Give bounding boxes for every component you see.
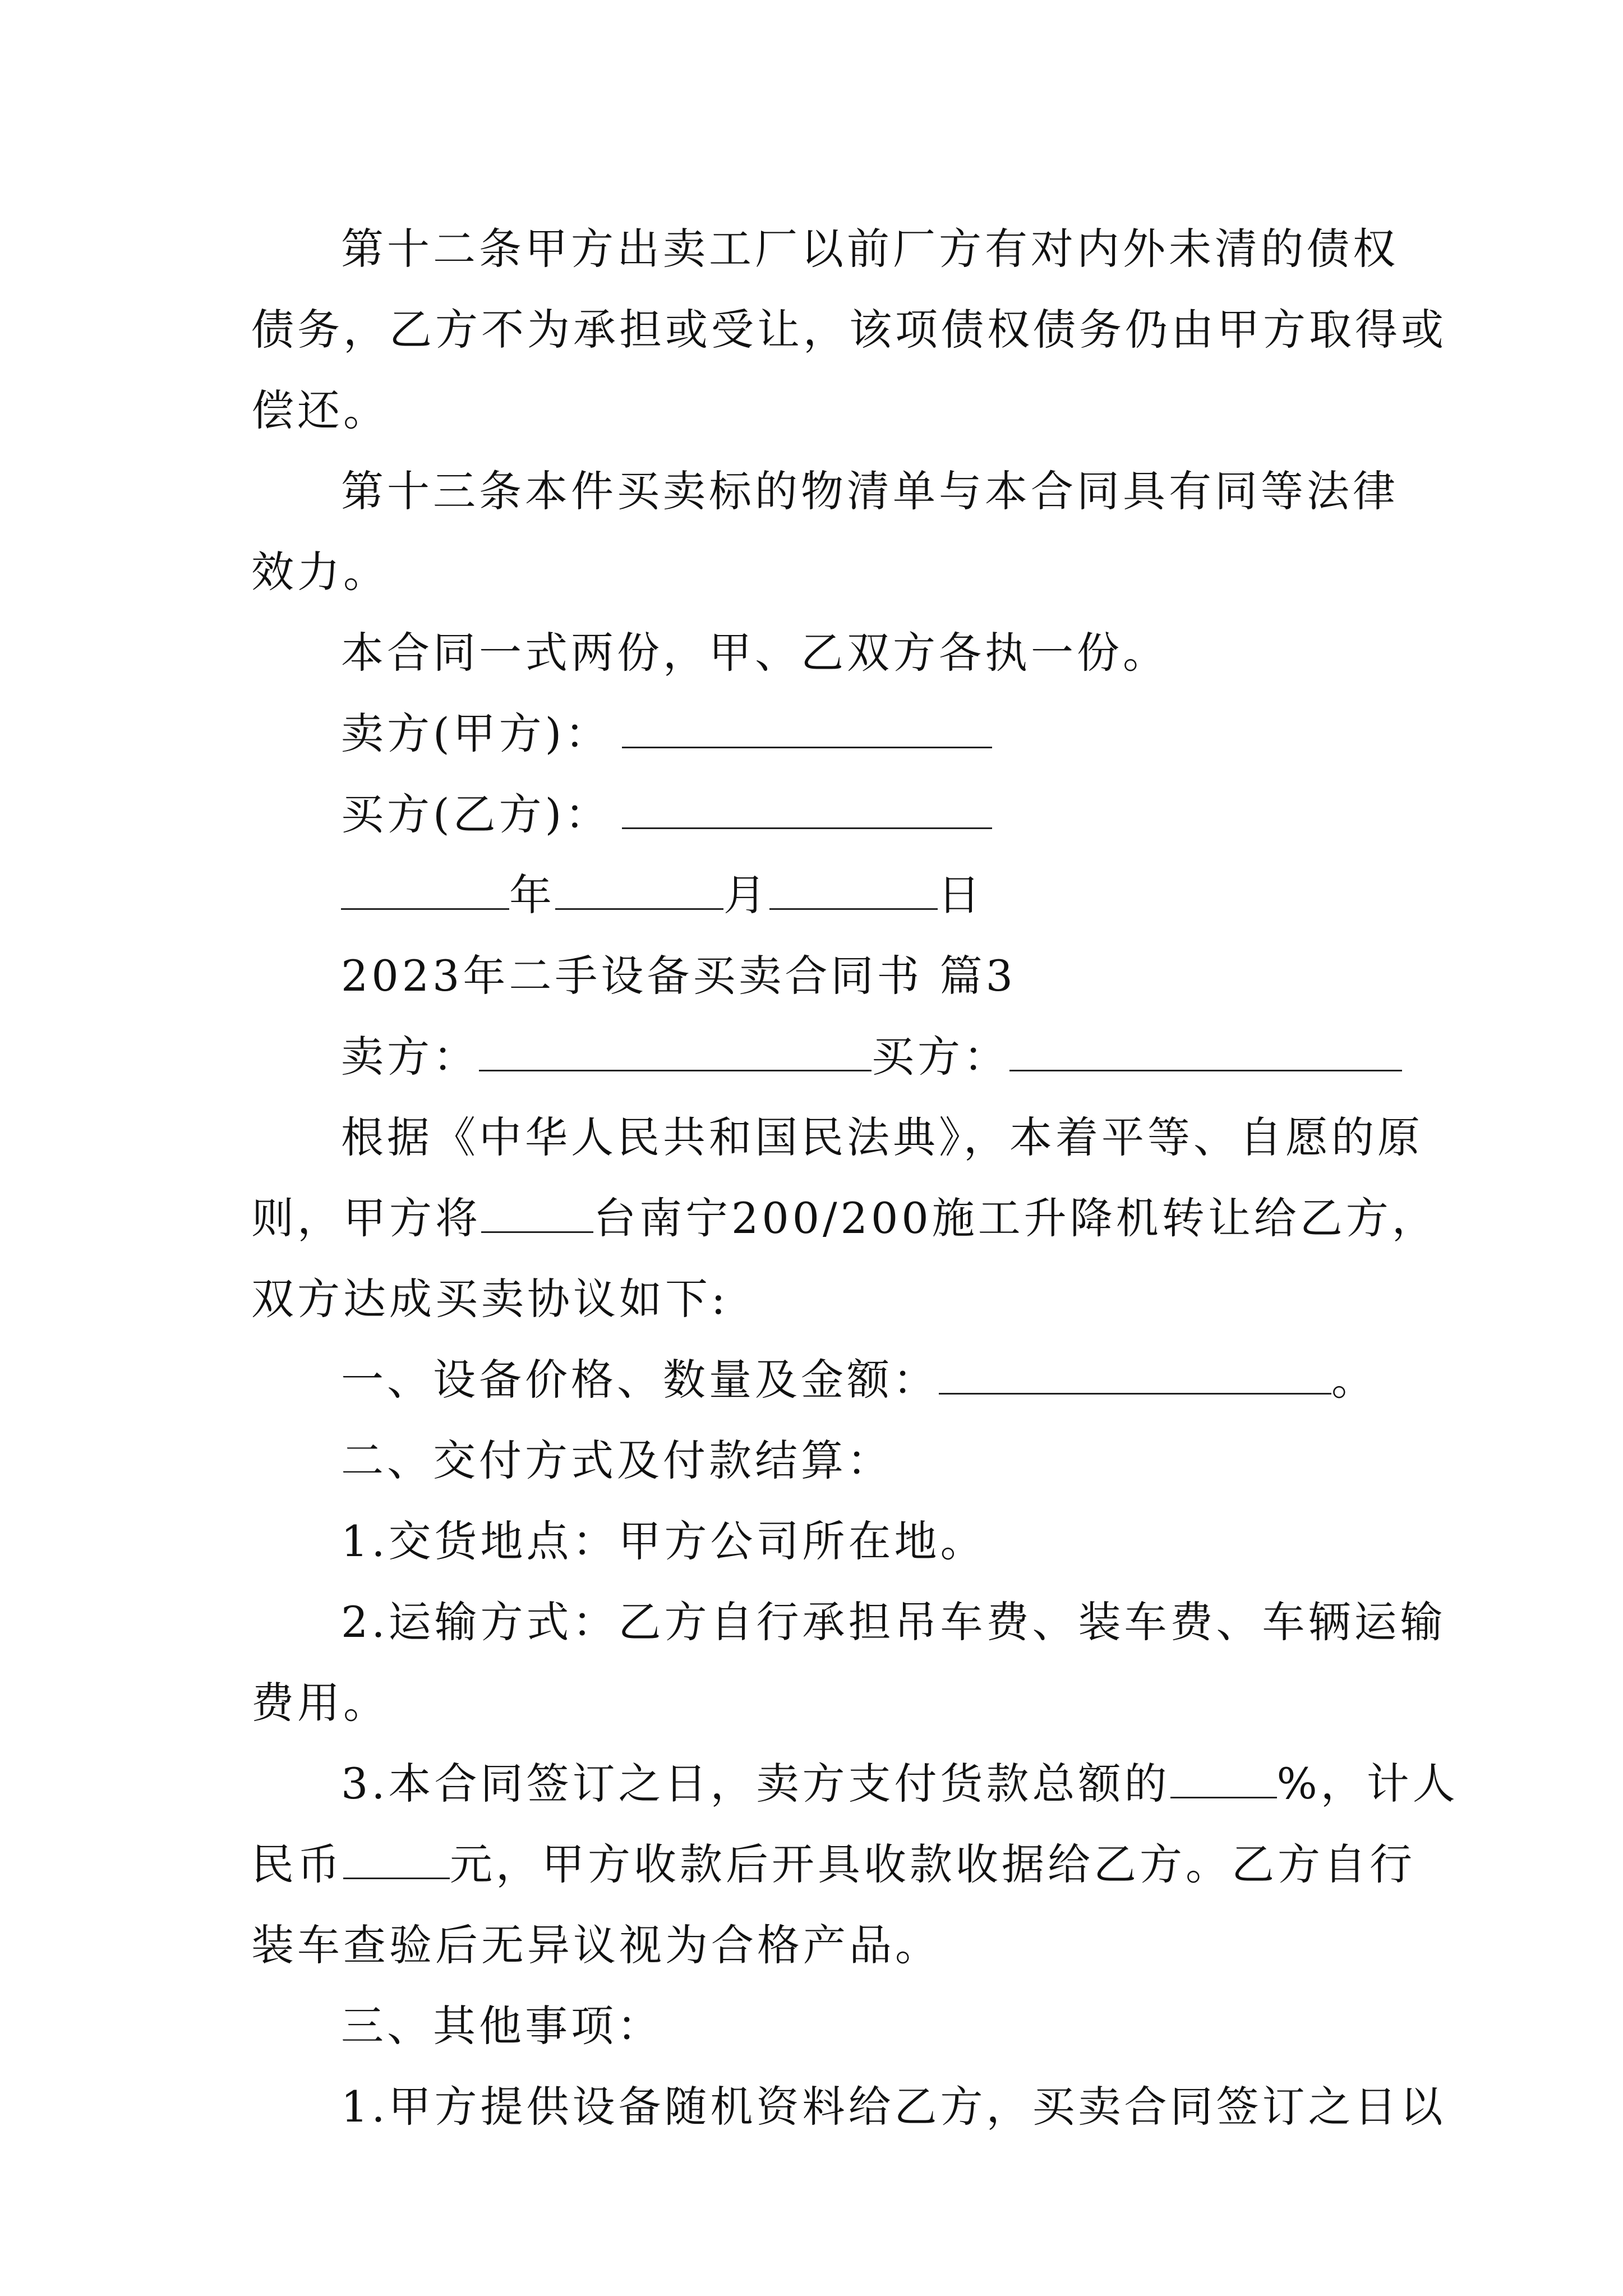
- copies-statement: 本合同一式两份，甲、乙双方各执一份。: [341, 628, 1169, 678]
- day-blank[interactable]: [769, 863, 938, 910]
- item-2-3-line-2-start: 民币: [251, 1839, 343, 1889]
- item-2-3-line-1: [251, 1743, 1459, 1824]
- year-label: 年: [509, 870, 555, 920]
- year-blank[interactable]: [341, 863, 509, 910]
- intro-line-2-end: 台南宁200/200施工升降机转让给乙方，: [593, 1193, 1438, 1243]
- item-2-2-line-1: 2.运输方式：乙方自行承担吊车费、装车费、车辆运输: [341, 1597, 1446, 1647]
- amount-blank[interactable]: [343, 1833, 450, 1879]
- intro-line-2: [251, 1178, 1438, 1259]
- percent-blank[interactable]: [1170, 1752, 1277, 1798]
- item-2-1: 1.交货地点：甲方公司所在地。: [341, 1516, 986, 1566]
- month-blank[interactable]: [555, 863, 723, 910]
- item-2-3-end: %，计人: [1276, 1759, 1459, 1809]
- price-blank[interactable]: [939, 1348, 1331, 1395]
- seller-signature-label: 卖方(甲方)：: [341, 708, 611, 758]
- seller-signature-blank[interactable]: [622, 702, 992, 748]
- day-label: 日: [938, 870, 984, 920]
- quantity-blank[interactable]: [481, 1186, 593, 1233]
- item-1-line: [251, 1340, 1386, 1420]
- item-3-heading: 三、其他事项：: [341, 2001, 663, 2051]
- item-2-3-line-2-end: 元，甲方收款后开具收款收据给乙方。乙方自行: [450, 1839, 1415, 1889]
- buyer-signature-blank[interactable]: [622, 783, 992, 829]
- clause-12-line-2: 债务，乙方不为承担或受让，该项债权债务仍由甲方取得或: [251, 305, 1447, 355]
- item-1-label: 一、设备价格、数量及金额：: [341, 1355, 939, 1405]
- seller-label: 卖方：: [341, 1032, 479, 1082]
- parties-line: [251, 1016, 1386, 1097]
- intro-line-1: 根据《中华人民共和国民法典》，本着平等、自愿的原: [341, 1112, 1423, 1162]
- buyer-signature-label: 买方(乙方)：: [341, 789, 611, 839]
- buyer-blank[interactable]: [1009, 1025, 1402, 1071]
- item-2-3-start: 3.本合同签订之日，卖方支付货款总额的: [341, 1759, 1170, 1809]
- clause-13-line-2: 效力。: [251, 547, 389, 597]
- intro-line-2-start: 则，甲方将: [251, 1193, 481, 1243]
- item-1-end: 。: [1331, 1355, 1377, 1405]
- item-3-1: 1.甲方提供设备随机资料给乙方，买卖合同签订之日以: [341, 2082, 1446, 2132]
- intro-line-3: 双方达成买卖协议如下:: [251, 1274, 729, 1324]
- contract-page: [251, 209, 1459, 2147]
- buyer-label: 买方：: [872, 1032, 1009, 1082]
- seller-signature-line: [251, 693, 1386, 774]
- item-2-3-line-3: 装车查验后无异议视为合格产品。: [251, 1920, 941, 1970]
- item-2-3-line-2: [251, 1824, 1415, 1905]
- date-line: [251, 855, 1386, 936]
- item-2-heading: 二、交付方式及付款结算：: [341, 1435, 893, 1485]
- seller-blank[interactable]: [479, 1025, 872, 1071]
- section-title: 2023年二手设备买卖合同书 篇3: [341, 951, 1016, 1001]
- clause-12-line-3: 偿还。: [251, 385, 389, 435]
- item-2-2-line-2: 费用。: [251, 1678, 389, 1728]
- clause-13-line-1: 第十三条本件买卖标的物清单与本合同具有同等法律: [341, 466, 1399, 516]
- clause-12-line-1: 第十二条甲方出卖工厂以前厂方有对内外未清的债权: [341, 224, 1399, 274]
- buyer-signature-line: [251, 774, 1386, 855]
- month-label: 月: [723, 870, 769, 920]
